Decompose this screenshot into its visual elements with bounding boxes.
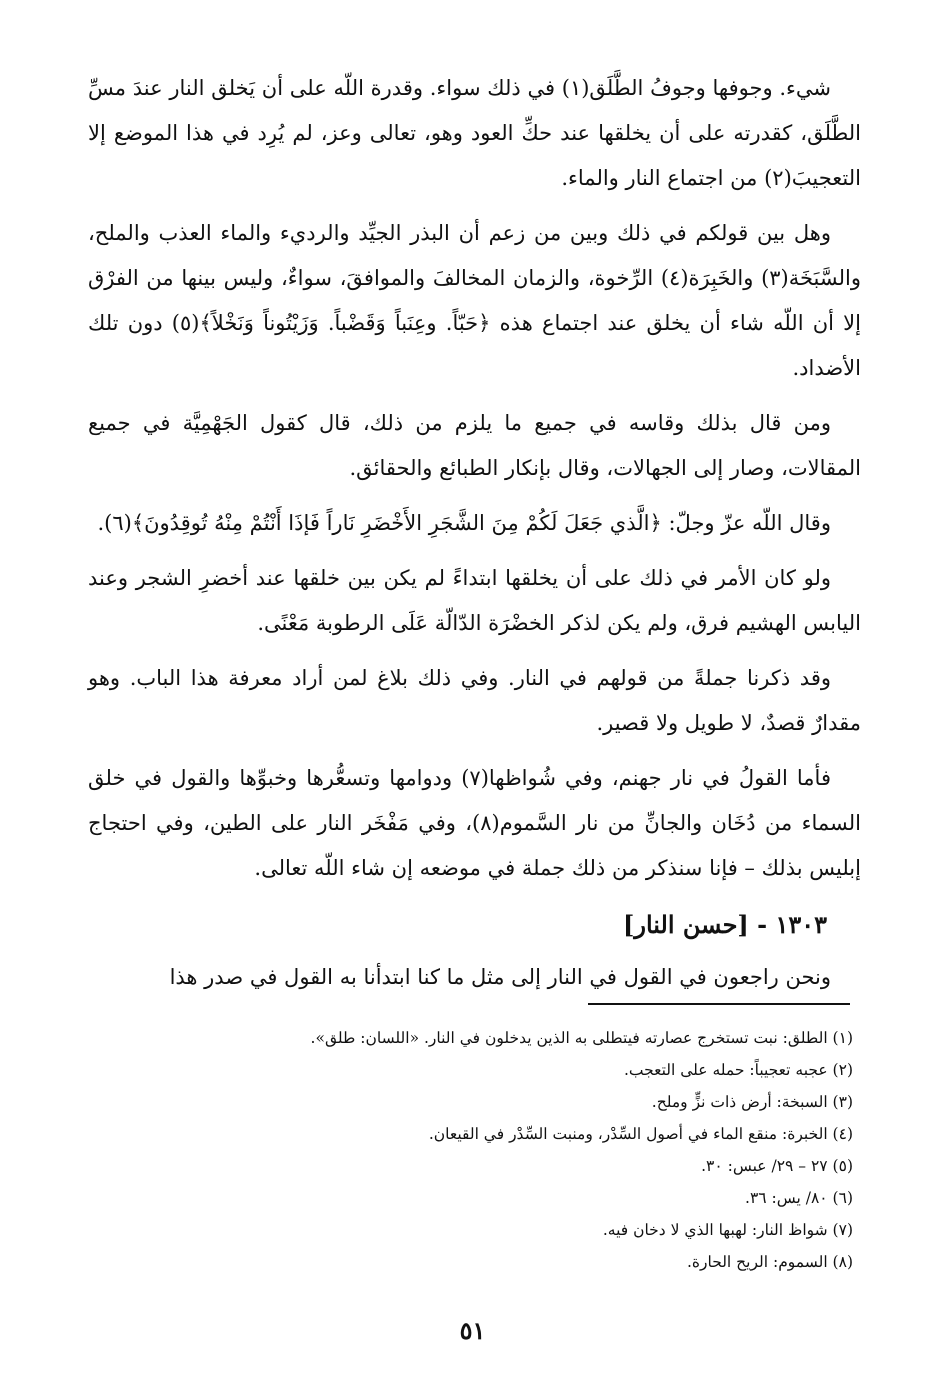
paragraph: وهل بين قولكم في ذلك وبين من زعم أن البذر الجيِّد والرديء والماء العذب والملح، والسَّبَخَة(٣) والخَبِرَة(٤) الرِّخوة، والزمان المخالفَ والموافقَ، سواءٌ، وليس بينها من الفرْق إلا أن اللّه شاء أن يخلق عند اجتماع هذه ﴿حَبّاً. وعِنَباً وَقَضْباً. وَزَيْتُوناً وَنَخْلاً﴾(٥) دون تلك الأضداد. [88,221,861,380]
footnote-divider [588,1003,850,1005]
footnotes-list [173,1022,853,1278]
footnote: (٤) الخبرة: منقع الماء في أصول السِّدْر، ومنبت السِّدْر في القيعان. [428,1125,853,1143]
footnote: (٦) ٨٠/ يس: ٣٦. [745,1189,853,1207]
footnote: (٨) السموم: الريح الحارة. [686,1253,853,1271]
page-number: ٥١ [459,1316,486,1345]
paragraph: وقد ذكرنا جملةً من قولهم في النار. وفي ذلك بلاغ لمن أراد معرفة هذا الباب. وهو مقدارٌ قصدٌ، لا طويل ولا قصير. [88,666,861,735]
paragraph: وقال اللّه عزّ وجلّ: ﴿الَّذي جَعَلَ لَكُمْ مِنَ الشَّجَرِ الأَخْضَرِ نَاراً فَإذَا أَنْتُمْ مِنْهُ تُوقِدُونَ﴾(٦). [97,511,831,535]
footnote: (٥) ٢٧ – ٢٩/ عبس: ٣٠. [701,1157,853,1175]
paragraph: شيء. وجوفها وجوفُ الطَّلَق(١) في ذلك سواء. وقدرة اللّه على أن يَخلق النار عندَ مسِّ الطَّلَق، كقدرته على أن يخلقها عند حكِّ العود وهو، تعالى وعز، لم يُرِد في هذا الموضع إلا التعجيبَ(٢) من اجتماع النار والماء. [88,76,861,190]
closing-paragraph: ونحن راجعون في القول في النار إلى مثل ما كنا ابتدأنا به القول في صدر هذا [169,965,831,989]
paragraph: ولو كان الأمر في ذلك على أن يخلقها ابتداءً لم يكن بين خلقها عند أخضرِ الشجر وعند اليابس الهشيم فرق، ولم يكن لذكر الخضْرَة الدّالّة عَلَى الرطوبة مَعْنًى. [88,566,861,635]
footnote: (٣) السبخة: أرض ذات نزٍّ وملح. [651,1093,853,1111]
footnote: (١) الطلق: نبت تستخرج عصارته فيتطلى به الذين يدخلون في النار. «اللسان: طلق». [310,1029,853,1047]
paragraph: فأما القولُ في نار جهنم، وفي شُواظها(٧) ودوامها وتسعُّرها وخبوِّها والقول في خلق السماء من دُخَان والجانِّ من نار السَّموم(٨)، وفي مَفْخَر النار على الطين، وفي احتجاج إبليس بذلك – فإنا سنذكر من ذلك جملة في موضعه إن شاء اللّه تعالى. [88,766,861,880]
footnote: (٧) شواظ النار: لهبها الذي لا دخان فيه. [602,1221,853,1239]
footnote: (٢) عجبه تعجيباً: حمله على التعجب. [623,1061,853,1079]
page-body [88,66,861,1010]
section-heading: ١٣٠٣ - [حسن النار] [623,910,827,939]
paragraph: ومن قال بذلك وقاسه في جميع ما يلزم من ذلك، قال كقول الجَهْمِيَّة في جميع المقالات، وصار إلى الجهالات، وقال بإنكار الطبائع والحقائق. [88,411,861,480]
